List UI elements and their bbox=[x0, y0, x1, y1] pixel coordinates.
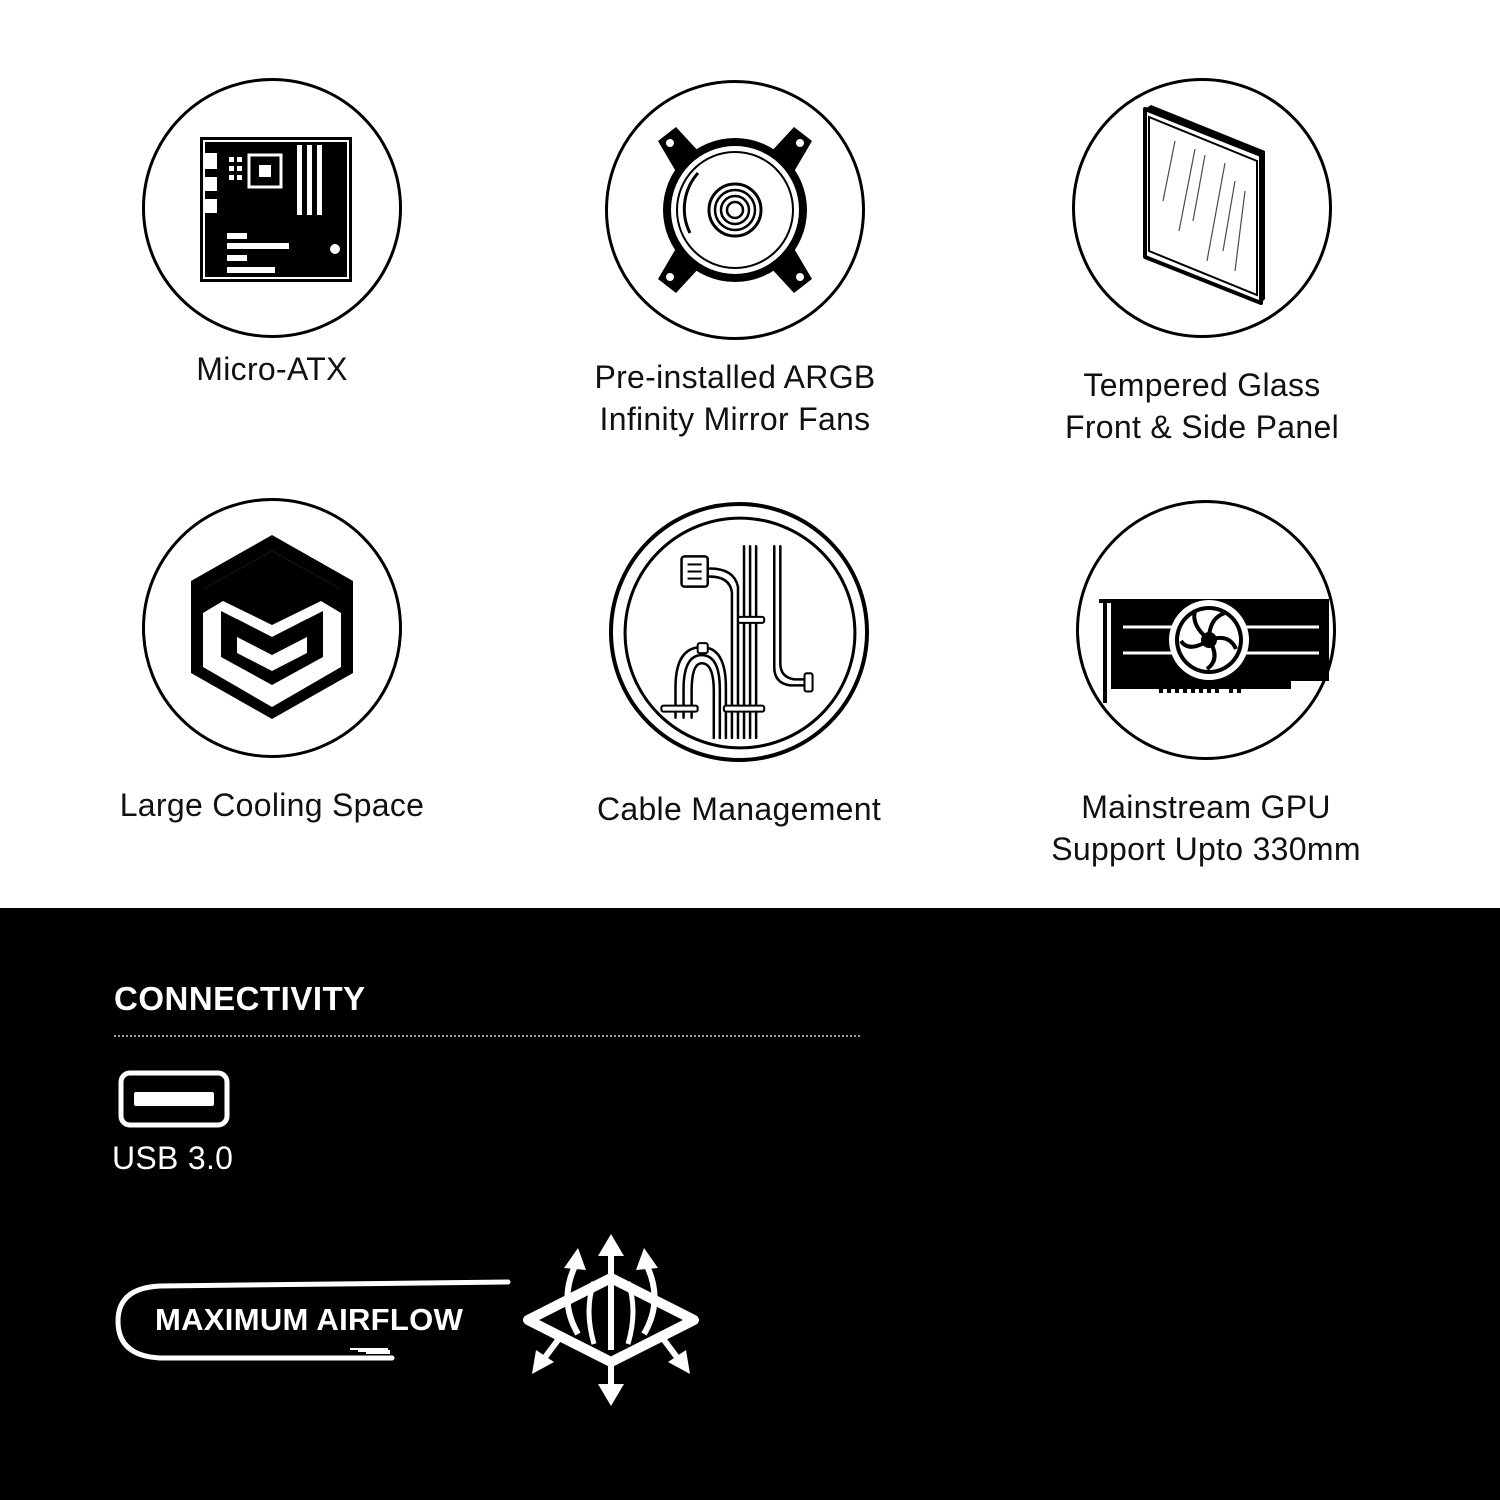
glass-panel-badge bbox=[1072, 78, 1332, 338]
glass-panel-icon bbox=[1075, 81, 1329, 335]
usb-label: USB 3.0 bbox=[112, 1140, 234, 1176]
fan-icon bbox=[608, 83, 862, 337]
cables-badge bbox=[609, 502, 869, 762]
motherboard-icon bbox=[145, 81, 399, 335]
connectivity-title: CONNECTIVITY bbox=[114, 980, 366, 1017]
gpu-icon bbox=[1079, 503, 1333, 757]
feature-label: Mainstream GPU Support Upto 330mm bbox=[1051, 789, 1361, 867]
cube-badge bbox=[142, 498, 402, 758]
usb-port-icon bbox=[118, 1070, 230, 1128]
cables-icon bbox=[613, 506, 867, 760]
feature-label: Cable Management bbox=[596, 791, 882, 827]
feature-label: Tempered Glass Front & Side Panel bbox=[1065, 367, 1339, 445]
connectivity-divider bbox=[114, 1035, 860, 1037]
motherboard-badge bbox=[142, 78, 402, 338]
fan-badge bbox=[605, 80, 865, 340]
feature-label: Micro-ATX bbox=[196, 351, 348, 387]
feature-label: Pre-installed ARGB Infinity Mirror Fans bbox=[594, 359, 876, 437]
airflow-arrows-icon bbox=[518, 1230, 704, 1410]
gpu-badge bbox=[1076, 500, 1336, 760]
airflow-label: MAXIMUM AIRFLOW bbox=[155, 1302, 464, 1337]
cube-icon bbox=[145, 501, 399, 755]
feature-label: Large Cooling Space bbox=[119, 787, 425, 823]
